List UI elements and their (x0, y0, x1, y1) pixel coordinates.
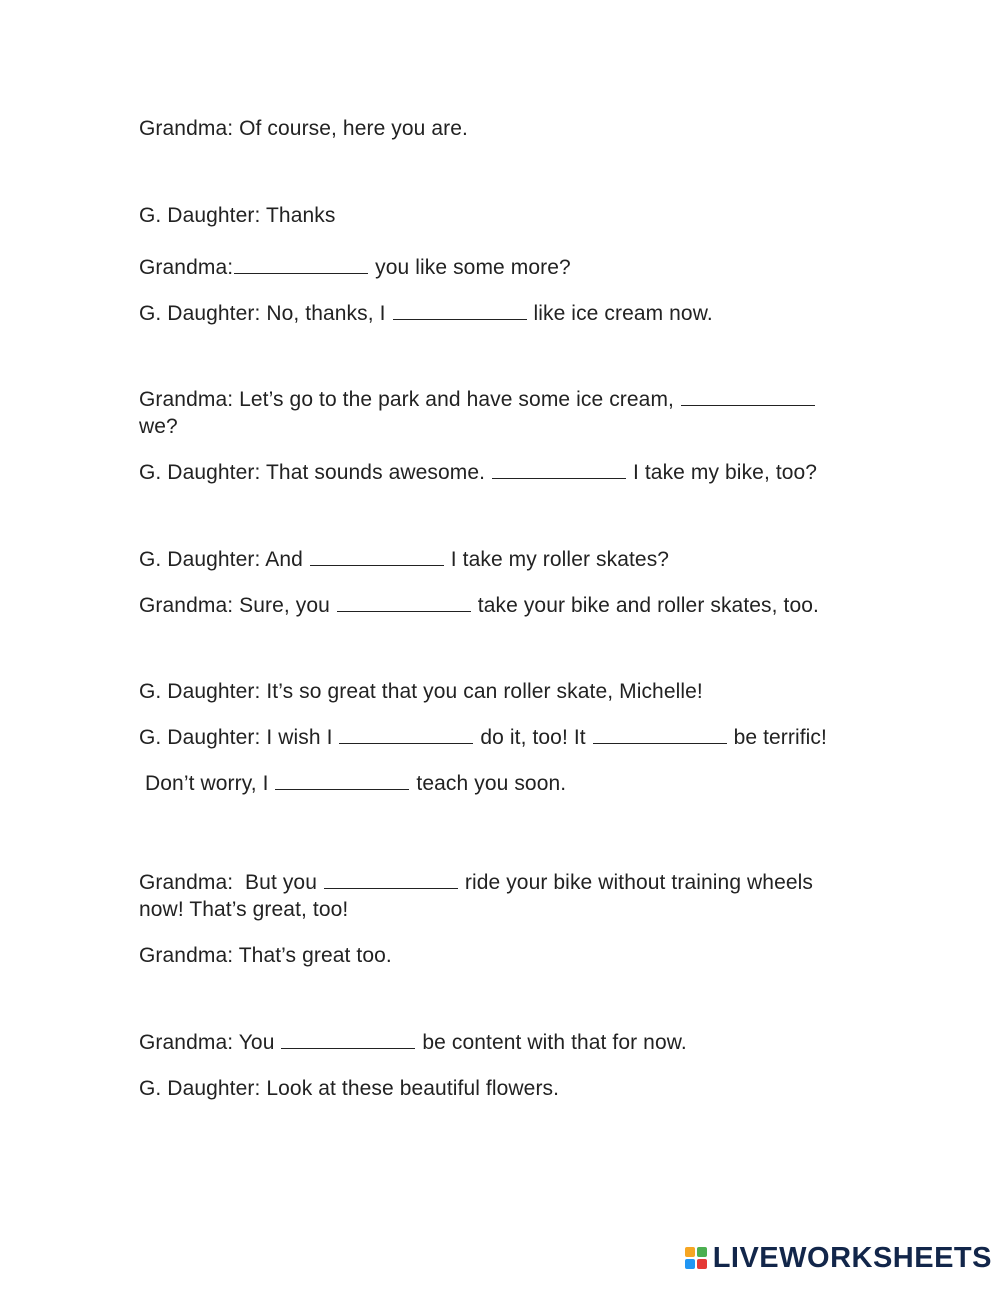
line-text: It’s so great that you can roller skate, Michelle! (266, 680, 703, 703)
answer-blank[interactable] (310, 547, 444, 566)
speaker-label: G. Daughter: (139, 726, 261, 749)
dialogue-line (139, 869, 851, 923)
line-text: we? (139, 415, 178, 438)
logo-block-icon (685, 1259, 695, 1269)
dialogue-line (139, 254, 859, 281)
line-text: Look at these beautiful flowers. (266, 1077, 560, 1100)
line-text: Let’s go to the park and have some ice cream, (239, 388, 674, 411)
line-text: I take my bike, too? (633, 461, 818, 484)
line-text: Don’t worry, I (145, 772, 269, 795)
answer-blank[interactable] (593, 725, 727, 744)
answer-blank[interactable] (492, 460, 626, 479)
dialogue-line (139, 202, 859, 229)
answer-blank[interactable] (275, 771, 409, 790)
speaker-label: Grandma: (139, 871, 234, 894)
dialogue-line (139, 1075, 859, 1102)
dialogue-line (139, 459, 859, 486)
speaker-label: G. Daughter: (139, 204, 261, 227)
liveworksheets-logo[interactable] (685, 1243, 992, 1273)
logo-block-icon (697, 1247, 707, 1257)
line-text: Of course, here you are. (239, 117, 468, 140)
line-text: And (265, 548, 303, 571)
line-text: I take my roller skates? (450, 548, 670, 571)
line-text: But you (239, 871, 317, 894)
answer-blank[interactable] (681, 387, 815, 406)
dialogue-line (139, 386, 851, 440)
dialogue-line (145, 770, 865, 797)
line-text: you like some more? (375, 256, 571, 279)
dialogue-line (139, 942, 859, 969)
line-text: do it, too! It (480, 726, 586, 749)
speaker-label: G. Daughter: (139, 548, 261, 571)
dialogue-line (139, 724, 859, 751)
logo-block-icon (685, 1247, 695, 1257)
answer-blank[interactable] (234, 255, 368, 274)
line-text: be content with that for now. (422, 1031, 687, 1054)
line-text: Thanks (266, 204, 336, 227)
dialogue-line (139, 115, 859, 142)
line-text: take your bike and roller skates, too. (477, 594, 819, 617)
logo-text: LIVEWORKSHEETS (712, 1241, 992, 1274)
line-text: be terrific! (733, 726, 827, 749)
speaker-label: Grandma: (139, 256, 234, 279)
speaker-label: G. Daughter: (139, 1077, 261, 1100)
speaker-label: G. Daughter: (139, 461, 261, 484)
line-text: like ice cream now. (533, 302, 713, 325)
speaker-label: G. Daughter: (139, 302, 261, 325)
dialogue-line (139, 1029, 859, 1056)
line-text: teach you soon. (416, 772, 567, 795)
dialogue-line (139, 300, 859, 327)
logo-blocks-icon (685, 1247, 707, 1269)
answer-blank[interactable] (281, 1030, 415, 1049)
answer-blank[interactable] (324, 870, 458, 889)
speaker-label: Grandma: (139, 944, 234, 967)
logo-block-icon (697, 1259, 707, 1269)
line-text: Sure, you (239, 594, 330, 617)
line-text: You (238, 1031, 275, 1054)
speaker-label: Grandma: (139, 1031, 234, 1054)
speaker-label: G. Daughter: (139, 680, 261, 703)
dialogue-line (139, 546, 859, 573)
speaker-label: Grandma: (139, 388, 234, 411)
line-text: That’s great too. (238, 944, 392, 967)
speaker-label: Grandma: (139, 594, 234, 617)
line-text: No, thanks, I (266, 302, 386, 325)
speaker-label: Grandma: (139, 117, 234, 140)
line-text: That sounds awesome. (266, 461, 486, 484)
answer-blank[interactable] (339, 725, 473, 744)
answer-blank[interactable] (337, 593, 471, 612)
line-text: I wish I (266, 726, 333, 749)
dialogue-line (139, 592, 859, 619)
dialogue-line (139, 678, 859, 705)
answer-blank[interactable] (393, 301, 527, 320)
line-text: ride your bike without training wheels now! That’s great, too! (139, 871, 814, 921)
